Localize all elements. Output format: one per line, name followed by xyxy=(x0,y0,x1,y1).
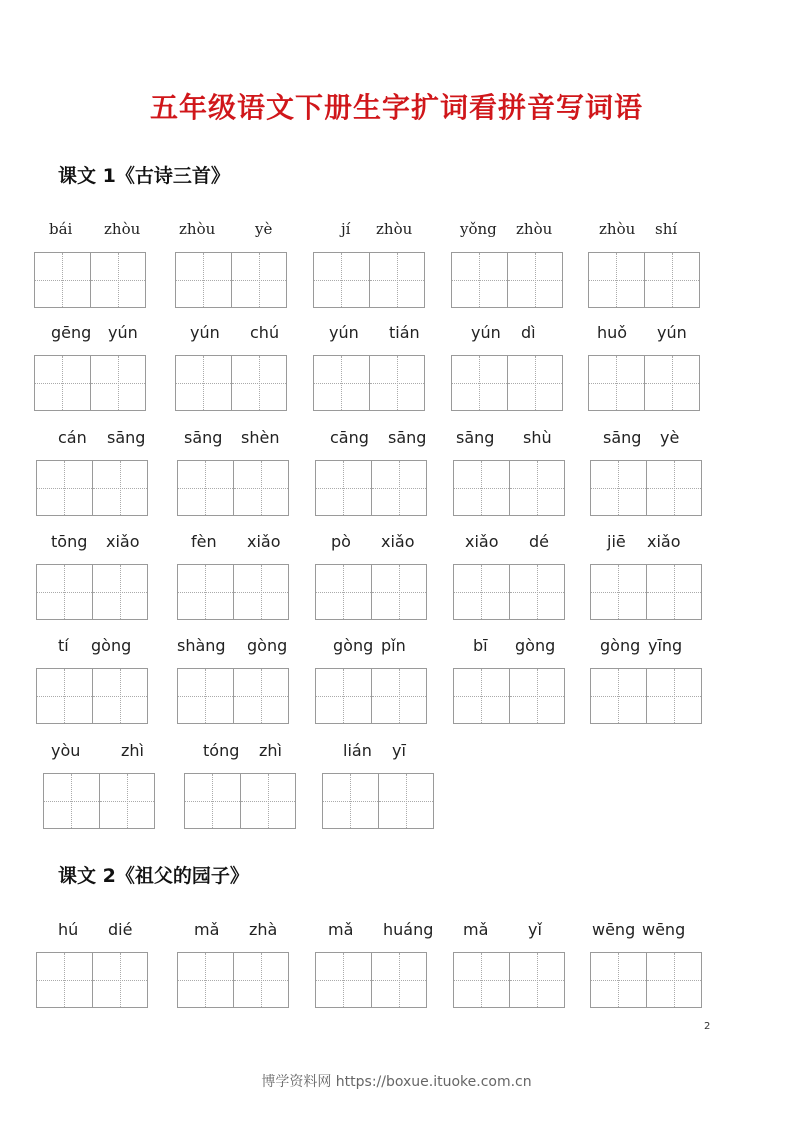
writing-cell[interactable] xyxy=(589,253,644,307)
tianzige-grid[interactable] xyxy=(175,355,287,411)
tianzige-grid[interactable] xyxy=(177,460,289,516)
writing-cell[interactable] xyxy=(369,253,425,307)
pinyin-label: pò xiǎo xyxy=(331,532,415,551)
pinyin-label: shàng gòng xyxy=(177,636,288,655)
tianzige-grid[interactable] xyxy=(453,952,565,1008)
writing-cell[interactable] xyxy=(646,953,702,1007)
writing-cell[interactable] xyxy=(591,953,646,1007)
pinyin-label: sāng shèn xyxy=(184,428,280,447)
writing-cell[interactable] xyxy=(507,253,563,307)
writing-cell[interactable] xyxy=(231,356,287,410)
writing-cell[interactable] xyxy=(178,953,233,1007)
writing-cell[interactable] xyxy=(44,774,99,828)
section-heading-1: 课文 1《古诗三首》 xyxy=(58,165,230,187)
pinyin-label: mǎ huáng xyxy=(328,920,434,939)
tianzige-grid[interactable] xyxy=(36,668,148,724)
tianzige-grid[interactable] xyxy=(315,564,427,620)
pinyin-label: jiē xiǎo xyxy=(607,532,681,551)
writing-cell[interactable] xyxy=(371,669,427,723)
tianzige-grid[interactable] xyxy=(590,460,702,516)
tianzige-grid[interactable] xyxy=(315,952,427,1008)
tianzige-grid[interactable] xyxy=(36,952,148,1008)
writing-cell[interactable] xyxy=(233,669,289,723)
pinyin-label: hú dié xyxy=(58,920,133,939)
pinyin-label: cán sāng xyxy=(58,428,146,447)
writing-cell[interactable] xyxy=(454,953,509,1007)
writing-cell[interactable] xyxy=(314,253,369,307)
writing-cell[interactable] xyxy=(378,774,434,828)
pinyin-label: fèn xiǎo xyxy=(191,532,281,551)
pinyin-label: yòu zhì xyxy=(51,741,144,760)
writing-cell[interactable] xyxy=(589,356,644,410)
writing-cell[interactable] xyxy=(644,253,700,307)
writing-cell[interactable] xyxy=(92,565,148,619)
writing-cell[interactable] xyxy=(233,461,289,515)
writing-cell[interactable] xyxy=(507,356,563,410)
writing-cell[interactable] xyxy=(233,565,289,619)
writing-cell[interactable] xyxy=(509,953,565,1007)
tianzige-grid[interactable] xyxy=(34,252,146,308)
writing-cell[interactable] xyxy=(37,953,92,1007)
tianzige-grid[interactable] xyxy=(590,564,702,620)
pinyin-label: zhòu shí xyxy=(599,220,678,238)
writing-cell[interactable] xyxy=(454,669,509,723)
pinyin-label: lián yī xyxy=(343,741,406,760)
tianzige-grid[interactable] xyxy=(315,460,427,516)
pinyin-label: zhòu yè xyxy=(179,220,273,238)
writing-cell[interactable] xyxy=(452,356,507,410)
writing-cell[interactable] xyxy=(316,669,371,723)
pinyin-label: gòng pǐn xyxy=(333,636,406,655)
writing-cell[interactable] xyxy=(37,669,92,723)
tianzige-grid[interactable] xyxy=(588,355,700,411)
pinyin-label: wēng wēng xyxy=(592,920,686,939)
writing-cell[interactable] xyxy=(509,461,565,515)
writing-cell[interactable] xyxy=(178,669,233,723)
section-heading-2: 课文 2《祖父的园子》 xyxy=(58,865,249,887)
writing-cell[interactable] xyxy=(35,356,90,410)
writing-cell[interactable] xyxy=(35,253,90,307)
writing-cell[interactable] xyxy=(316,953,371,1007)
tianzige-grid[interactable] xyxy=(322,773,434,829)
writing-cell[interactable] xyxy=(240,774,296,828)
tianzige-grid[interactable] xyxy=(453,460,565,516)
writing-cell[interactable] xyxy=(178,461,233,515)
tianzige-grid[interactable] xyxy=(590,952,702,1008)
writing-cell[interactable] xyxy=(646,461,702,515)
writing-cell[interactable] xyxy=(591,461,646,515)
pinyin-label: xiǎo dé xyxy=(465,532,549,551)
pinyin-label: huǒ yún xyxy=(597,323,687,342)
tianzige-grid[interactable] xyxy=(177,564,289,620)
writing-cell[interactable] xyxy=(316,565,371,619)
tianzige-grid[interactable] xyxy=(34,355,146,411)
tianzige-grid[interactable] xyxy=(588,252,700,308)
pinyin-label: mǎ zhà xyxy=(194,920,278,939)
writing-cell[interactable] xyxy=(646,565,702,619)
writing-cell[interactable] xyxy=(454,461,509,515)
pinyin-label: yún dì xyxy=(471,323,536,342)
pinyin-label: sāng shù xyxy=(456,428,552,447)
writing-cell[interactable] xyxy=(176,356,231,410)
tianzige-grid[interactable] xyxy=(175,252,287,308)
pinyin-label: bái zhòu xyxy=(49,220,141,238)
writing-cell[interactable] xyxy=(454,565,509,619)
tianzige-grid[interactable] xyxy=(36,460,148,516)
pinyin-label: jí zhòu xyxy=(341,220,413,238)
tianzige-grid[interactable] xyxy=(315,668,427,724)
tianzige-grid[interactable] xyxy=(177,952,289,1008)
writing-cell[interactable] xyxy=(591,669,646,723)
writing-cell[interactable] xyxy=(99,774,155,828)
writing-cell[interactable] xyxy=(92,461,148,515)
tianzige-grid[interactable] xyxy=(313,252,425,308)
writing-cell[interactable] xyxy=(92,953,148,1007)
writing-cell[interactable] xyxy=(509,565,565,619)
pinyin-label: yún tián xyxy=(329,323,420,342)
pinyin-label: tōng xiǎo xyxy=(51,532,140,551)
writing-cell[interactable] xyxy=(314,356,369,410)
tianzige-grid[interactable] xyxy=(451,355,563,411)
writing-cell[interactable] xyxy=(178,565,233,619)
footer-watermark: 博学资料网 https://boxue.ituoke.com.cn xyxy=(261,1074,532,1090)
writing-cell[interactable] xyxy=(90,253,146,307)
writing-cell[interactable] xyxy=(37,565,92,619)
pinyin-label: sāng yè xyxy=(603,428,680,447)
writing-cell[interactable] xyxy=(371,953,427,1007)
writing-cell[interactable] xyxy=(185,774,240,828)
tianzige-grid[interactable] xyxy=(451,252,563,308)
pinyin-label: gēng yún xyxy=(51,323,138,342)
tianzige-grid[interactable] xyxy=(313,355,425,411)
writing-cell[interactable] xyxy=(369,356,425,410)
writing-cell[interactable] xyxy=(646,669,702,723)
pinyin-label: gòng yīng xyxy=(600,636,683,655)
pinyin-label: tóng zhì xyxy=(203,741,282,760)
writing-cell[interactable] xyxy=(231,253,287,307)
writing-cell[interactable] xyxy=(176,253,231,307)
writing-cell[interactable] xyxy=(37,461,92,515)
page-title: 五年级语文下册生字扩词看拼音写词语 xyxy=(149,91,643,124)
pinyin-label: yǒng zhòu xyxy=(460,220,553,238)
pinyin-label: yún chú xyxy=(190,323,280,342)
tianzige-grid[interactable] xyxy=(453,564,565,620)
writing-cell[interactable] xyxy=(509,669,565,723)
tianzige-grid[interactable] xyxy=(184,773,296,829)
pinyin-label: bī gòng xyxy=(473,636,556,655)
writing-cell[interactable] xyxy=(233,953,289,1007)
writing-cell[interactable] xyxy=(452,253,507,307)
writing-cell[interactable] xyxy=(644,356,700,410)
tianzige-grid[interactable] xyxy=(590,668,702,724)
writing-cell[interactable] xyxy=(90,356,146,410)
page-number: 2 xyxy=(704,1021,711,1032)
pinyin-label: tí gòng xyxy=(58,636,132,655)
writing-cell[interactable] xyxy=(371,565,427,619)
writing-cell[interactable] xyxy=(316,461,371,515)
writing-cell[interactable] xyxy=(591,565,646,619)
writing-cell[interactable] xyxy=(323,774,378,828)
tianzige-grid[interactable] xyxy=(177,668,289,724)
pinyin-label: mǎ yǐ xyxy=(463,920,542,939)
tianzige-grid[interactable] xyxy=(453,668,565,724)
tianzige-grid[interactable] xyxy=(43,773,155,829)
writing-cell[interactable] xyxy=(92,669,148,723)
tianzige-grid[interactable] xyxy=(36,564,148,620)
writing-cell[interactable] xyxy=(371,461,427,515)
pinyin-label: cāng sāng xyxy=(330,428,427,447)
